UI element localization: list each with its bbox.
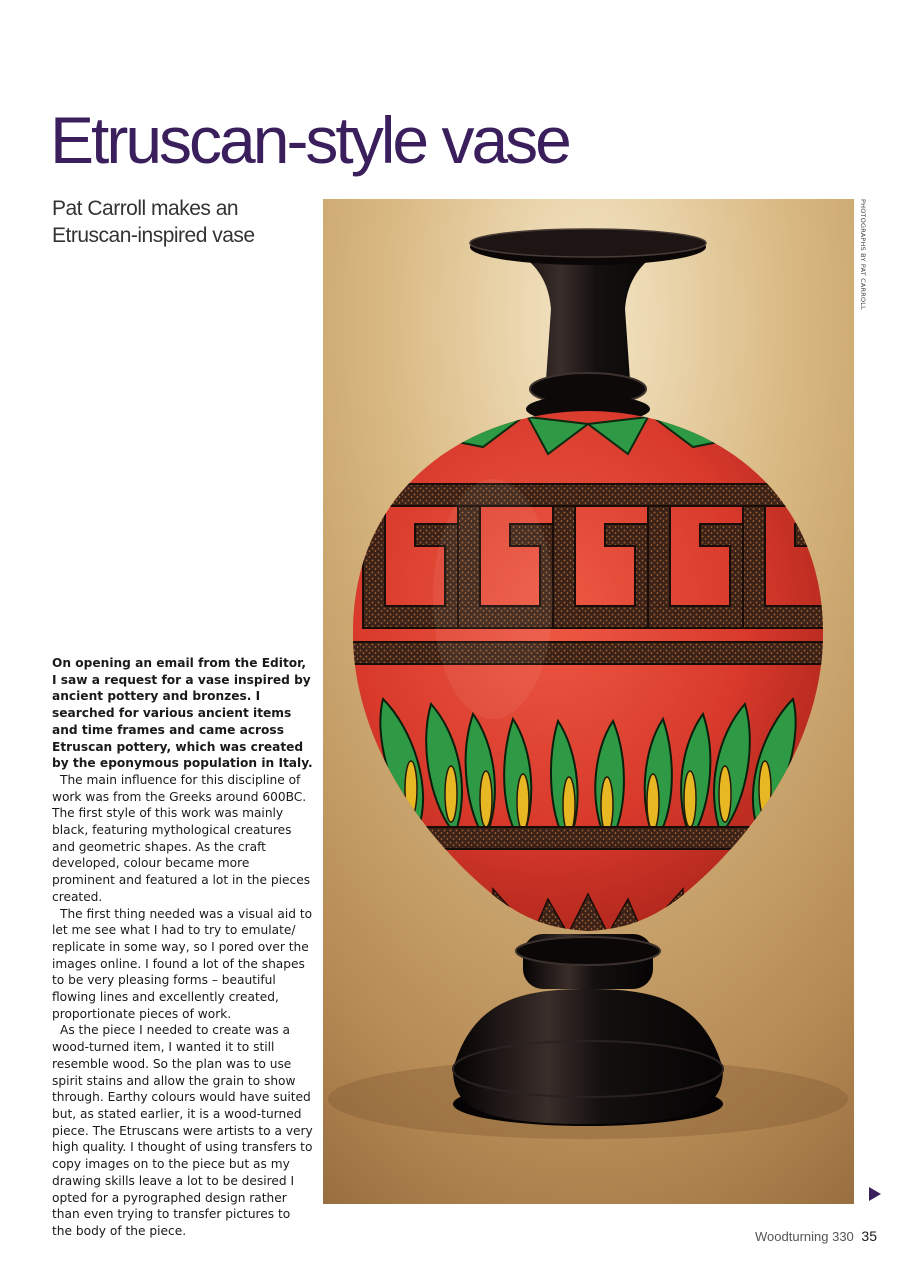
article-body [52,655,314,1240]
etruscan-vase-illustration [323,199,854,1204]
body-paragraph: The first thing needed was a visual aid to let me see what I had to try to emulate/ replicate in some way, so I pored over the images online. I found a lot of the shapes to be very pleasing forms – beautiful flowing lines and excellently created, proportionate pieces of work. [52,906,313,1021]
lead-paragraph: On opening an email from the Editor, I saw a request for a vase inspired by ancient pottery and bronzes. I searched for various ancient items and time frames and came across Etruscan pottery, which was created by the eponymous population in Italy. [52,656,313,771]
vase-photo [323,199,854,1204]
photo-credit-text: PHOTOGRAPHS BY PAT CARROLL [859,199,867,310]
magazine-name: Woodturning 330 [755,1229,854,1244]
triangle-right-icon[interactable] [869,1187,881,1206]
photo-credit [856,199,870,310]
article-title: Etruscan-style vase [50,103,569,177]
page-footer [755,1228,877,1244]
article-standfirst: Pat Carroll makes an Etruscan-inspired vase [52,197,255,247]
page-number: 35 [861,1228,877,1244]
body-paragraph: As the piece I needed to create was a wood-turned item, I wanted it to still resemble wood. So the plan was to use spirit stains and allow the grain to show through. Earthy colours would have suited but, as stated earlier, it is a wood-turned piece. The Etruscans were artists to a very high quality. I thought of using transfers to copy images on to the piece but as my drawing skills leave a lot to be desired I opted for a pyrographed design rather than even trying to transfer pictures to the body of the piece. [52,1023,313,1238]
body-paragraph: The main influence for this discipline of work was from the Greeks around 600BC. The first style of this work was mainly black, featuring mythological creatures and geometric shapes. As the craft developed, colour became more prominent and featured a lot in the pieces created. [52,772,311,904]
